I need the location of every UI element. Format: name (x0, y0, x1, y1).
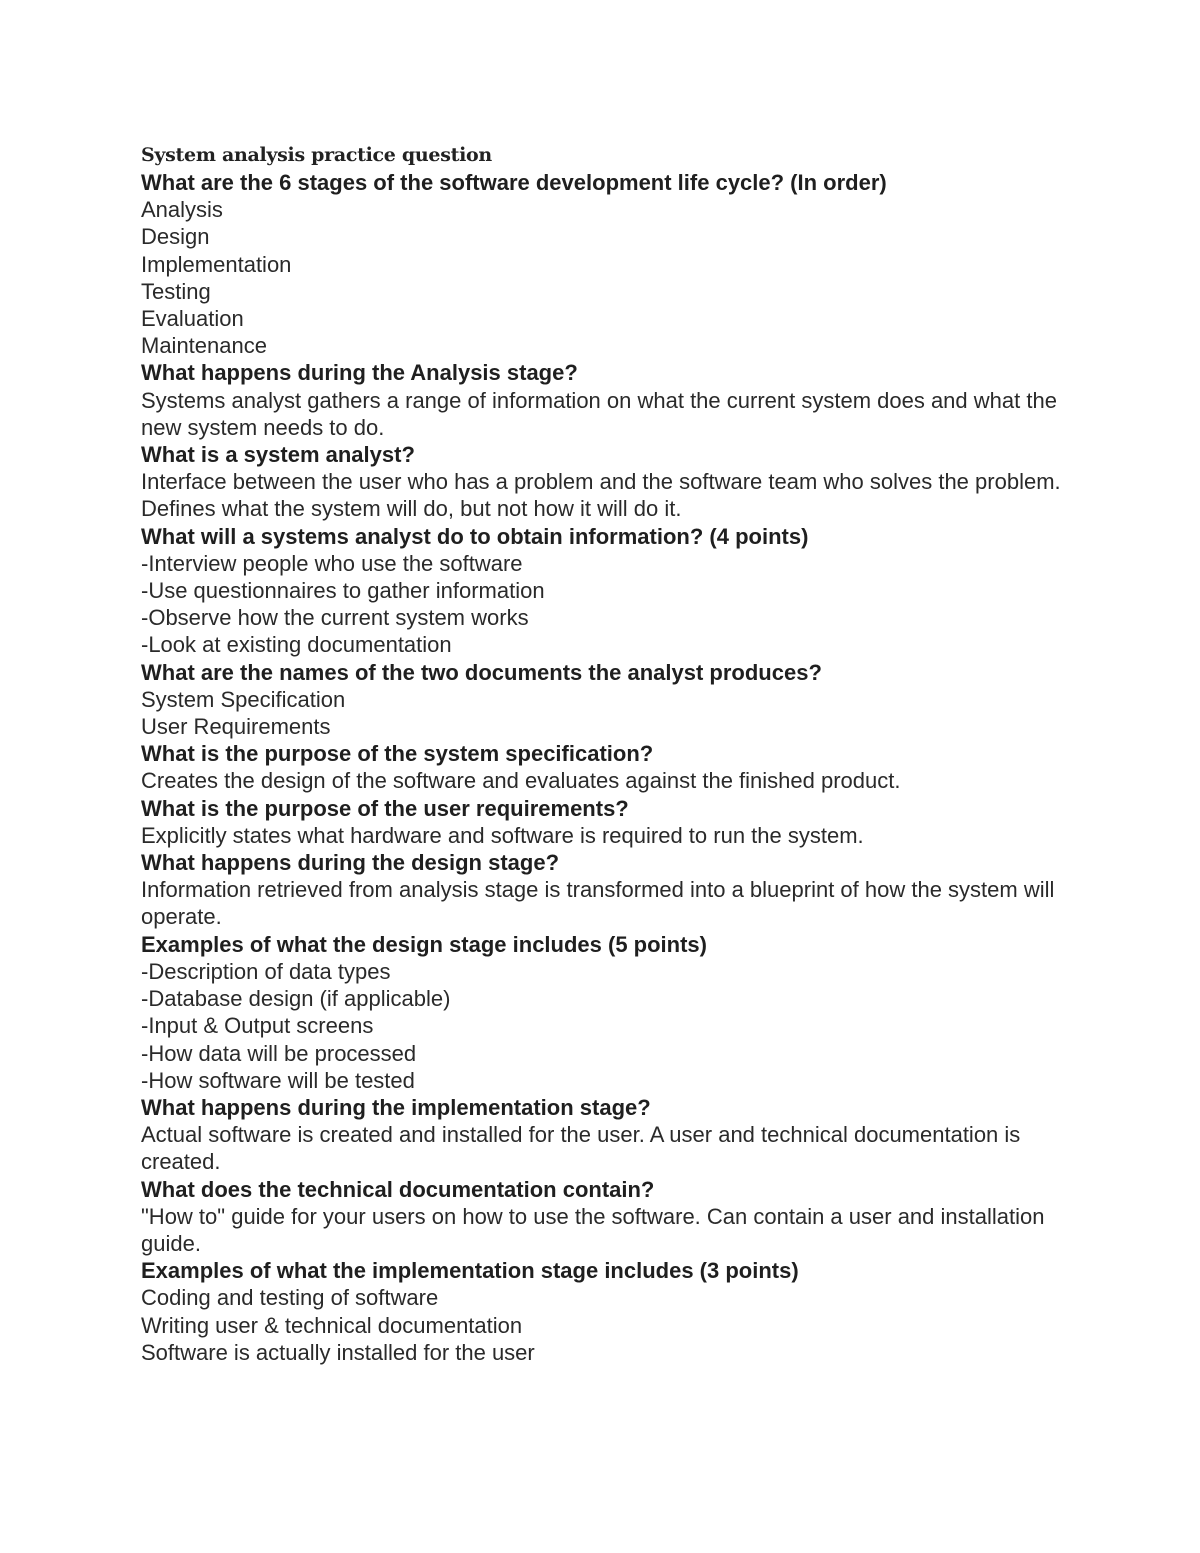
qa-section (141, 1094, 1081, 1176)
answer-line: Systems analyst gathers a range of information on what the current system does and what the new system needs to do. (141, 387, 1057, 440)
answer-line: Writing user & technical documentation (141, 1312, 523, 1338)
answer-line: Implementation (141, 251, 292, 277)
qa-section (141, 740, 1081, 794)
answer-line: -How data will be processed (141, 1040, 417, 1066)
qa-list (141, 169, 1081, 1366)
answer-line: Explicitly states what hardware and software is required to run the system. (141, 822, 864, 848)
question-heading: What are the names of the two documents the analyst produces? (141, 659, 822, 685)
question-heading: What will a systems analyst do to obtain information? (4 points) (141, 523, 809, 549)
answer-line: -Observe how the current system works (141, 605, 529, 631)
question-heading: What is the purpose of the system specification? (141, 741, 654, 767)
question-heading: Examples of what the design stage includes (5 points) (141, 931, 707, 957)
answer-line: Coding and testing of software (141, 1285, 439, 1311)
qa-section (141, 795, 1081, 849)
answer-line: "How to" guide for your users on how to use the software. Can contain a user and installation guide. (141, 1203, 1045, 1256)
answer-line: -Database design (if applicable) (141, 986, 451, 1012)
answer-line: Testing (141, 278, 211, 304)
answer-line: -Use questionnaires to gather information (141, 578, 545, 604)
question-heading: What are the 6 stages of the software development life cycle? (In order) (141, 170, 887, 195)
answer-line: Actual software is created and installed for the user. A user and technical documentation is created. (141, 1122, 1021, 1175)
question-heading: What happens during the design stage? (141, 850, 560, 876)
answer-line: -Interview people who use the software (141, 550, 523, 576)
qa-section (141, 523, 1081, 659)
answer-line: -Look at existing documentation (141, 632, 452, 658)
question-heading: Examples of what the implementation stage includes (3 points) (141, 1258, 799, 1284)
answer-line: Creates the design of the software and evaluates against the finished product. (141, 768, 901, 794)
qa-section (141, 169, 1081, 359)
qa-section (141, 1257, 1081, 1366)
answer-line: Maintenance (141, 333, 267, 359)
qa-section (141, 931, 1081, 1094)
question-heading: What happens during the Analysis stage? (141, 360, 578, 386)
answer-line: -Input & Output screens (141, 1013, 374, 1039)
answer-line: Interface between the user who has a problem and the software team who solves the problem. (141, 469, 1061, 495)
answer-line: Information retrieved from analysis stage is transformed into a blueprint of how the system will operate. (141, 877, 1055, 930)
answer-line: Design (141, 224, 210, 250)
question-heading: What is a system analyst? (141, 442, 415, 468)
answer-line: -Description of data types (141, 958, 391, 984)
qa-section (141, 1176, 1081, 1258)
document-title: System analysis practice question (141, 144, 492, 166)
question-heading: What happens during the implementation stage? (141, 1094, 651, 1120)
answer-line: Software is actually installed for the user (141, 1339, 535, 1365)
answer-line: -How software will be tested (141, 1067, 415, 1093)
document-page (141, 142, 1081, 1366)
qa-section (141, 441, 1081, 523)
answer-line: Analysis (141, 197, 223, 223)
answer-line: System Specification (141, 686, 346, 712)
answer-line: Evaluation (141, 306, 244, 332)
answer-line: Defines what the system will do, but not how it will do it. (141, 496, 682, 522)
qa-section (141, 659, 1081, 741)
qa-section (141, 849, 1081, 931)
answer-line: User Requirements (141, 714, 331, 740)
qa-section (141, 359, 1081, 441)
question-heading: What does the technical documentation contain? (141, 1176, 655, 1202)
question-heading: What is the purpose of the user requirements? (141, 795, 629, 821)
